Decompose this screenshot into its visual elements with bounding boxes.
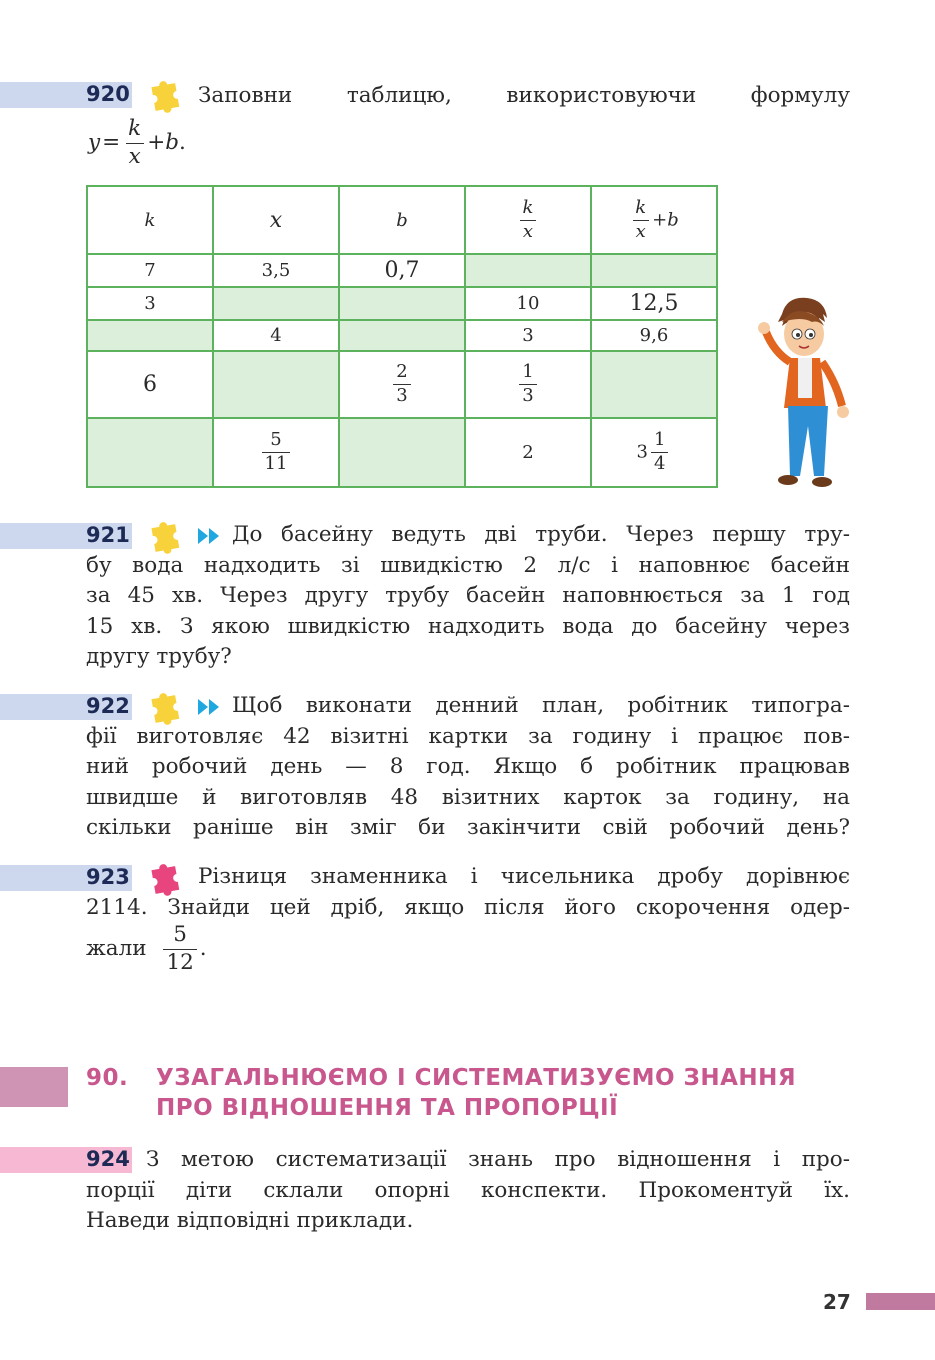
text-line: Різниця знаменника і чисельника дробу дорівнює — [198, 864, 850, 889]
cell: 3 — [87, 287, 213, 320]
header-k-over-x: $\frac{k}{x}$ — [465, 186, 591, 254]
cell: $\frac{2}{3}$ — [339, 351, 465, 418]
section-number: 90. — [86, 1065, 129, 1091]
empty-cell — [213, 287, 339, 320]
task-924-text — [86, 1145, 850, 1237]
text-line: бу вода надходить зі швидкістю 2 л/с і наповнює басейн — [86, 552, 850, 578]
header-k-over-x-plus-b: $\frac{k}{x}$ +b — [591, 186, 717, 254]
cell: 12,5 — [591, 287, 717, 320]
cell: $\frac{1}{3}$ — [465, 351, 591, 418]
empty-cell — [87, 418, 213, 487]
task-923-last-line: жали $\frac{5}{12}$ . — [86, 922, 207, 975]
header-b: b — [339, 186, 465, 254]
puzzle-yellow-icon — [145, 75, 185, 115]
text-line: скільки раніше він зміг би закінчити свій робочий день? — [86, 815, 850, 840]
text-line: До басейну ведуть дві труби. Через першу тру- — [232, 522, 850, 547]
task-924-number: 924 — [86, 1147, 130, 1171]
cell: 6 — [87, 351, 213, 418]
task-922-number: 922 — [86, 694, 130, 718]
page-number: 27 — [823, 1290, 851, 1314]
text-line: другу трубу? — [86, 644, 232, 669]
empty-cell — [339, 287, 465, 320]
task-922-text — [86, 691, 850, 844]
cell: 4 — [213, 320, 339, 351]
cell: 9,6 — [591, 320, 717, 351]
task-920-number: 920 — [86, 82, 130, 106]
text-line: ний робочий день — 8 год. Якщо б робітник працював — [86, 754, 850, 779]
cell: 10 — [465, 287, 591, 320]
empty-cell — [339, 320, 465, 351]
text-line: 2114. Знайди цей дріб, якщо після його скорочення одер- — [86, 894, 850, 920]
text-line: за 45 хв. Через другу трубу басейн наповнюється за 1 год — [86, 583, 850, 608]
cell: 7 — [87, 254, 213, 287]
section-title — [86, 1063, 796, 1123]
section-marker — [0, 1067, 68, 1107]
empty-cell — [465, 254, 591, 287]
text-line: швидше й виготовляв 48 візитних карток за годину, на — [86, 784, 850, 810]
section-title-line: ПРО ВІДНОШЕННЯ ТА ПРОПОРЦІЇ — [156, 1095, 619, 1121]
cell: $\frac{5}{11}$ — [213, 418, 339, 487]
cell: 3 — [465, 320, 591, 351]
text-line: 15 хв. З якою швидкістю надходить вода до басейну через — [86, 613, 850, 639]
empty-cell — [87, 320, 213, 351]
boy-illustration — [752, 292, 852, 492]
page-number-bar — [866, 1293, 935, 1310]
cell: 2 — [465, 418, 591, 487]
task-921-text — [86, 520, 850, 673]
header-x: x — [213, 186, 339, 254]
task-920-table — [86, 185, 718, 488]
cell: 0,7 — [339, 254, 465, 287]
task-920-formula: y= $\frac{k}{x}$ +b. — [88, 116, 186, 169]
task-923-number: 923 — [86, 865, 130, 889]
task-923-text — [86, 862, 850, 923]
task-921-number: 921 — [86, 523, 130, 547]
cell: 3 $\frac{1}{4}$ — [591, 418, 717, 487]
task-920-text: Заповни таблицю, використовуючи формулу — [198, 83, 850, 108]
header-k: k — [87, 186, 213, 254]
empty-cell — [339, 418, 465, 487]
empty-cell — [591, 351, 717, 418]
text-line: порції діти склали опорні конспекти. Прокоментуй їх. — [86, 1177, 850, 1203]
text-line: Щоб виконати денний план, робітник типогра- — [232, 693, 850, 718]
text-line: фії виготовляє 42 візитні картки за годину і працює пов- — [86, 723, 850, 749]
text-line: Наведи відповідні приклади. — [86, 1208, 414, 1233]
empty-cell — [213, 351, 339, 418]
section-title-line: УЗАГАЛЬНЮЄМО І СИСТЕМАТИЗУЄМО ЗНАННЯ — [156, 1065, 797, 1091]
cell: 3,5 — [213, 254, 339, 287]
text-line: З метою систематизації знань про відношення і про- — [146, 1147, 850, 1172]
empty-cell — [591, 254, 717, 287]
